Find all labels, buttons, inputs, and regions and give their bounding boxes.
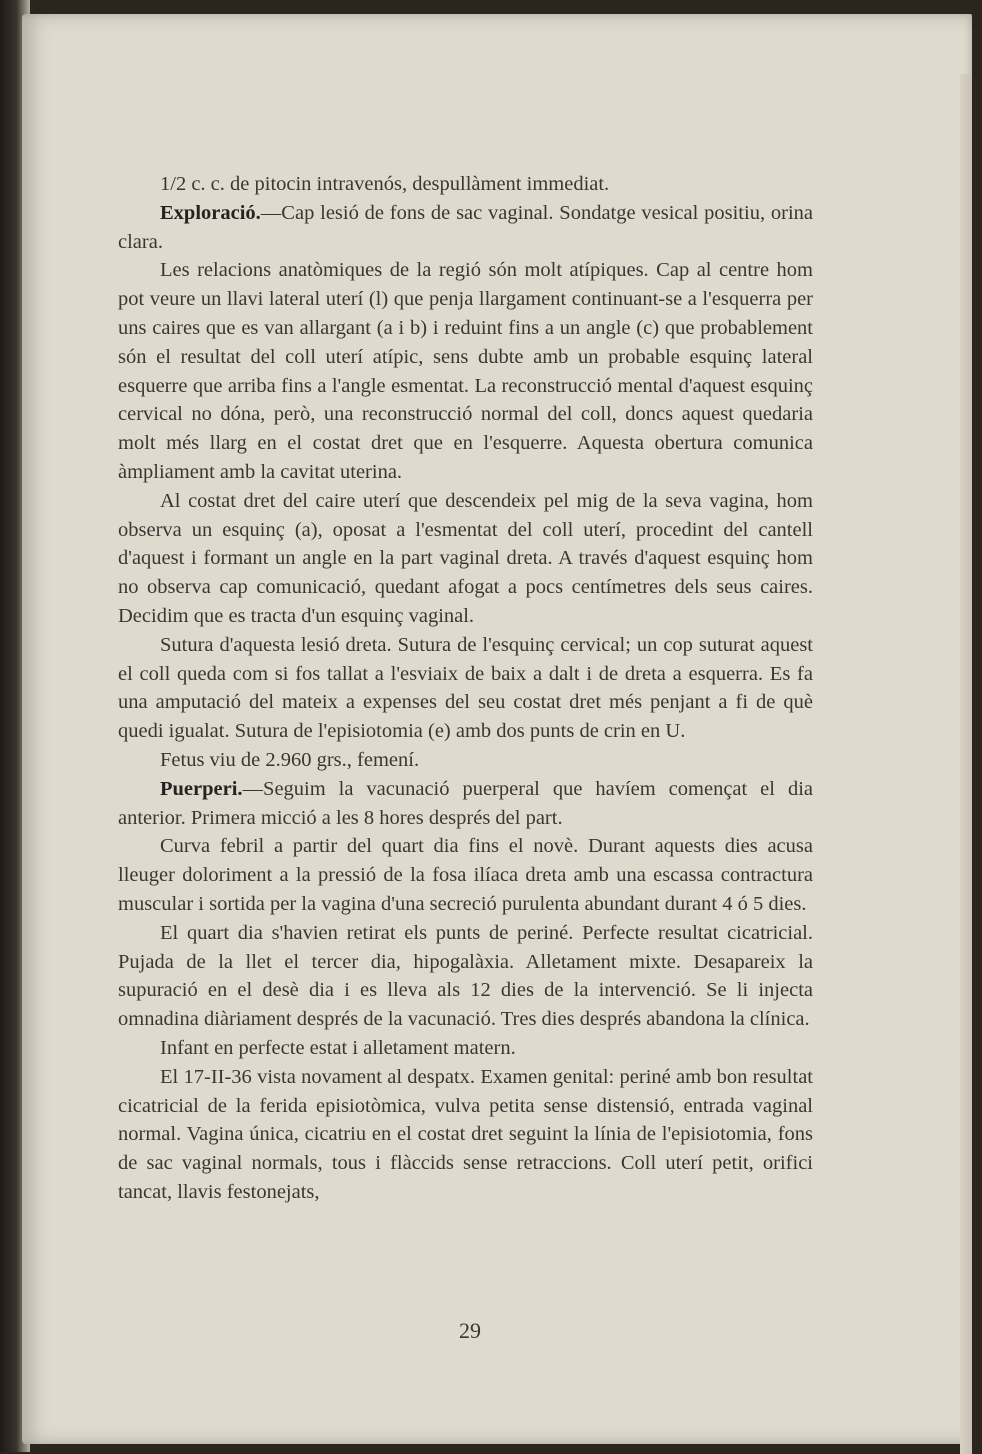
paragraph-4: Al costat dret del caire uterí que descendeix pel mig de la seva vagina, hom observa un esquinç (a), oposat a l'esmentat del coll uterí, procedint del cantell d'aquest i formant un angle en la part vaginal dreta. A través d'aquest esquinç hom no observa cap comunicació, quedant afogat a pocs centímetres dels seus caires. Decidim que es tracta d'un esquinç vaginal. — [118, 489, 813, 627]
paragraph-exploracio: Exploració.—Cap lesió de fons de sac vaginal. Sondatge vesical positiu, orina clara. — [118, 201, 813, 253]
paragraph-1: 1/2 c. c. de pitocin intravenós, despullàment immediat. — [160, 173, 610, 195]
paragraph-5: Sutura d'aquesta lesió dreta. Sutura de l'esquinç cervical; un cop suturat aquest el coll queda com si fos tallat a l'esviaix de baix a dalt i de dreta a esquerra. Es fa una amputació del mateix a expenses del seu costat dret més penjant a fi de què quedi igualat. Sutura de l'episiotomia (e) amb dos punts de crin en U. — [118, 633, 813, 743]
paragraph-6: Fetus viu de 2.960 grs., femení. — [160, 748, 420, 771]
paragraph-11: El 17-II-36 vista novament al despatx. Examen genital: periné amb bon resultat cicatricial de la ferida episiotòmica, vulva petita sense distensió, entrada vaginal normal. Vagina única, cicatriu en el costat dret seguint la línia de l'episiotomia, fons de sac vaginal normals, tous i flàccids sense retraccions. Coll uterí petit, orifici tancat, llavis festonejats, — [118, 1065, 813, 1203]
paragraph-9: El quart dia s'havien retirat els punts de periné. Perfecte resultat cicatricial. Pujada de la llet el tercer dia, hipogalàxia. Alletament mixte. Desapareix la supuració en el desè dia i es lleva als 12 dies de la intervenció. Se li injecta omnadina diàriament després de la vacunació. Tres dies després abandona la clínica. — [118, 921, 813, 1031]
body-text — [118, 170, 813, 1207]
page-number: 29 — [459, 1318, 481, 1343]
page-edge — [960, 74, 972, 1454]
puerperi-heading: Puerperi. — [160, 777, 243, 800]
paragraph-10: Infant en perfecte estat i alletament matern. — [160, 1036, 516, 1059]
paragraph-8: Curva febril a partir del quart dia fins el novè. Durant aquests dies acusa lleuger doloriment a la pressió de la fosa ilíaca dreta amb una escassa contractura muscular i sortida per la vagina d'una secreció purulenta abundant durant 4 ó 5 dies. — [118, 835, 813, 915]
paragraph-3: Les relacions anatòmiques de la regió són molt atípiques. Cap al centre hom pot veure un llavi lateral uterí (l) que penja llargament continuant-se a l'esquerra per uns caires que es van allargant (a i b) i reduint fins a un angle (c) que probablement són el resultat del coll uterí atípic, sens dubte amb un probable esquinç lateral esquerre que arriba fins a l'angle esmentat. La reconstrucció mental d'aquest esquinç cervical no dóna, però, una reconstrucció normal del coll, doncs aquest quedaria molt més llarg en el costat dret que en l'esquerre. Aquesta obertura comunica àmpliament amb la cavitat uterina. — [118, 259, 813, 483]
exploracio-heading: Exploració. — [160, 201, 261, 224]
paragraph-puerperi: Puerperi.—Seguim la vacunació puerperal que havíem començat el dia anterior. Primera micció a les 8 hores després del part. — [118, 777, 813, 829]
